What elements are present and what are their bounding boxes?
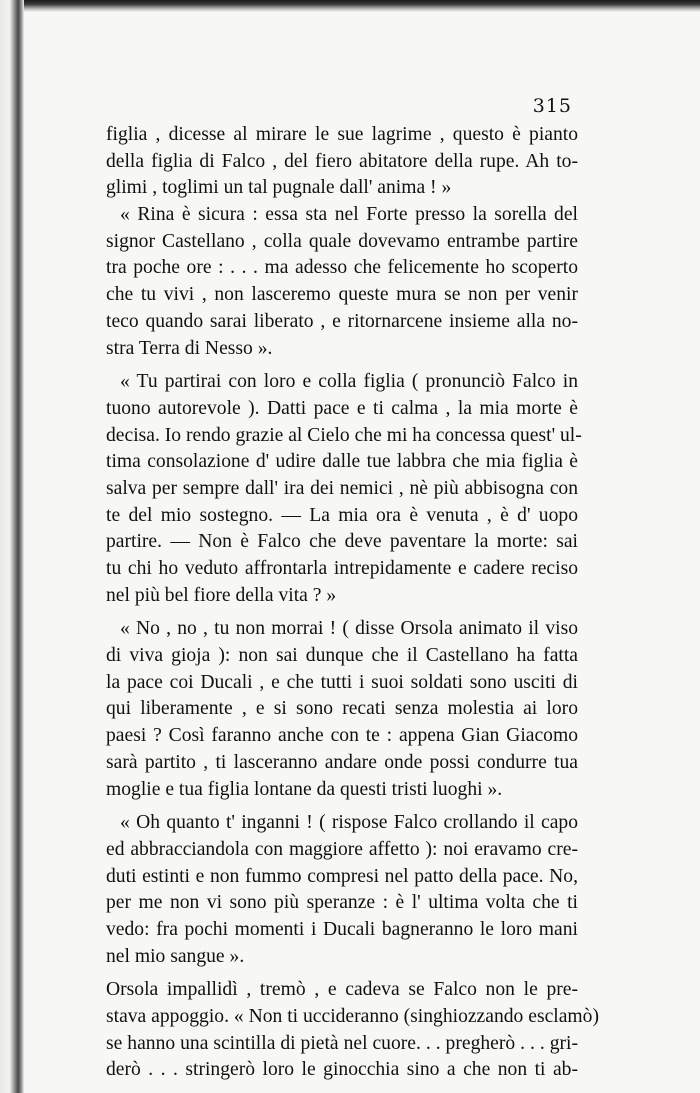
text-line: partire. — Non è Falco che deve paventare la morte: sai [106, 531, 578, 553]
text-line: tu chi ho veduto affrontarla intrepidamente e cadere reciso [106, 558, 578, 579]
paragraph [106, 369, 582, 609]
paragraph [106, 977, 599, 1084]
text-line: se hanno una scintilla di pietà nel cuore. . . pregherò . . . gri- [106, 1032, 578, 1054]
text-line: « Tu partirai con loro e colla figlia ( pronunciò Falco in [120, 371, 578, 393]
text-line: « No , no , tu non morrai ! ( disse Orsola animato il viso [120, 618, 578, 640]
text-line: te del mio sostegno. — La mia ora è venuta , è d' uopo [106, 504, 578, 526]
text-line: teco quando sarai liberato , e ritornarcene insieme alla no- [106, 310, 578, 332]
text-line: « Rina è sicura : essa sta nel Forte presso la sorella del [120, 204, 578, 226]
text-line: derò . . . stringerò loro le ginocchia sino a che non ti ab- [106, 1059, 578, 1081]
text-line: signor Castellano , colla quale dovevamo entrambe partire [106, 230, 578, 252]
text-line: tima consolazione d' udire dalle tue labbra che mia figlia è [106, 451, 578, 473]
paragraph-gap [106, 803, 578, 810]
page-binding-shadow [0, 0, 24, 1093]
text-line: figlia , dicesse al mirare le sue lagrime , questo è pianto [106, 124, 578, 145]
body-text [106, 122, 599, 1084]
text-line: qui liberamente , e si sono recati senza molestia ai loro [106, 698, 578, 720]
text-line: moglie e tua figlia lontane da questi tristi luoghi ». [106, 778, 503, 800]
page-number: 315 [532, 95, 572, 117]
text-line: decisa. Io rendo grazie al Cielo che mi ha concessa quest' ul- [106, 424, 582, 446]
text-line: stra Terra di Nesso ». [106, 337, 273, 359]
paragraph-gap [106, 970, 578, 977]
text-line: vedo: fra pochi momenti i Ducali bagneranno le loro mani [106, 918, 578, 940]
text-line: ed abbracciandola con maggiore affetto ): noi eravamo cre- [106, 838, 578, 860]
text-line: della figlia di Falco , del fiero abitatore della rupe. Ah to- [106, 150, 578, 172]
paragraph [106, 122, 578, 202]
text-line: duti estinti e non fummo compresi nel patto della pace. No, [106, 865, 578, 887]
text-line: Orsola impallidì , tremò , e cadeva se Falco non le pre- [106, 979, 578, 1001]
paragraph [106, 616, 578, 803]
paragraph-gap [106, 362, 578, 369]
text-line: stava appoggio. « Non ti uccideranno (singhiozzando esclamò) [106, 1006, 599, 1027]
text-line: paesi ? Così faranno anche con te : appena Gian Giacomo [106, 725, 578, 747]
paragraph-gap [106, 609, 578, 616]
text-line: nel mio sangue ». [106, 945, 245, 967]
text-line: tuono autorevole ). Datti pace e ti calma , la mia morte è [106, 397, 578, 419]
text-line: glimi , toglimi un tal pugnale dall' anima ! » [106, 177, 452, 199]
paragraph [106, 810, 578, 970]
text-line: sarà partito , ti lasceranno andare onde possi condurre tua [106, 751, 578, 773]
text-line: la pace coi Ducali , e che tutti i suoi soldati sono usciti di [106, 671, 578, 693]
text-line: nel più bel fiore della vita ? » [106, 584, 337, 606]
text-line: « Oh quanto t' inganni ! ( rispose Falco crollando il capo [120, 812, 578, 834]
text-line: per me non vi sono più speranze : è l' ultima volta che ti [106, 892, 578, 914]
text-line: che tu vivi , non lasceremo queste mura se non per venir [106, 284, 578, 306]
text-line: salva per sempre dall' ira dei nemici , nè più abbisogna con [106, 477, 578, 499]
paragraph [106, 202, 578, 362]
page-top-edge-shadow [0, 0, 700, 12]
text-line: tra poche ore : . . . ma adesso che felicemente ho scoperto [106, 257, 578, 279]
text-line: di viva gioja ): non sai dunque che il Castellano ha fatta [106, 645, 578, 667]
